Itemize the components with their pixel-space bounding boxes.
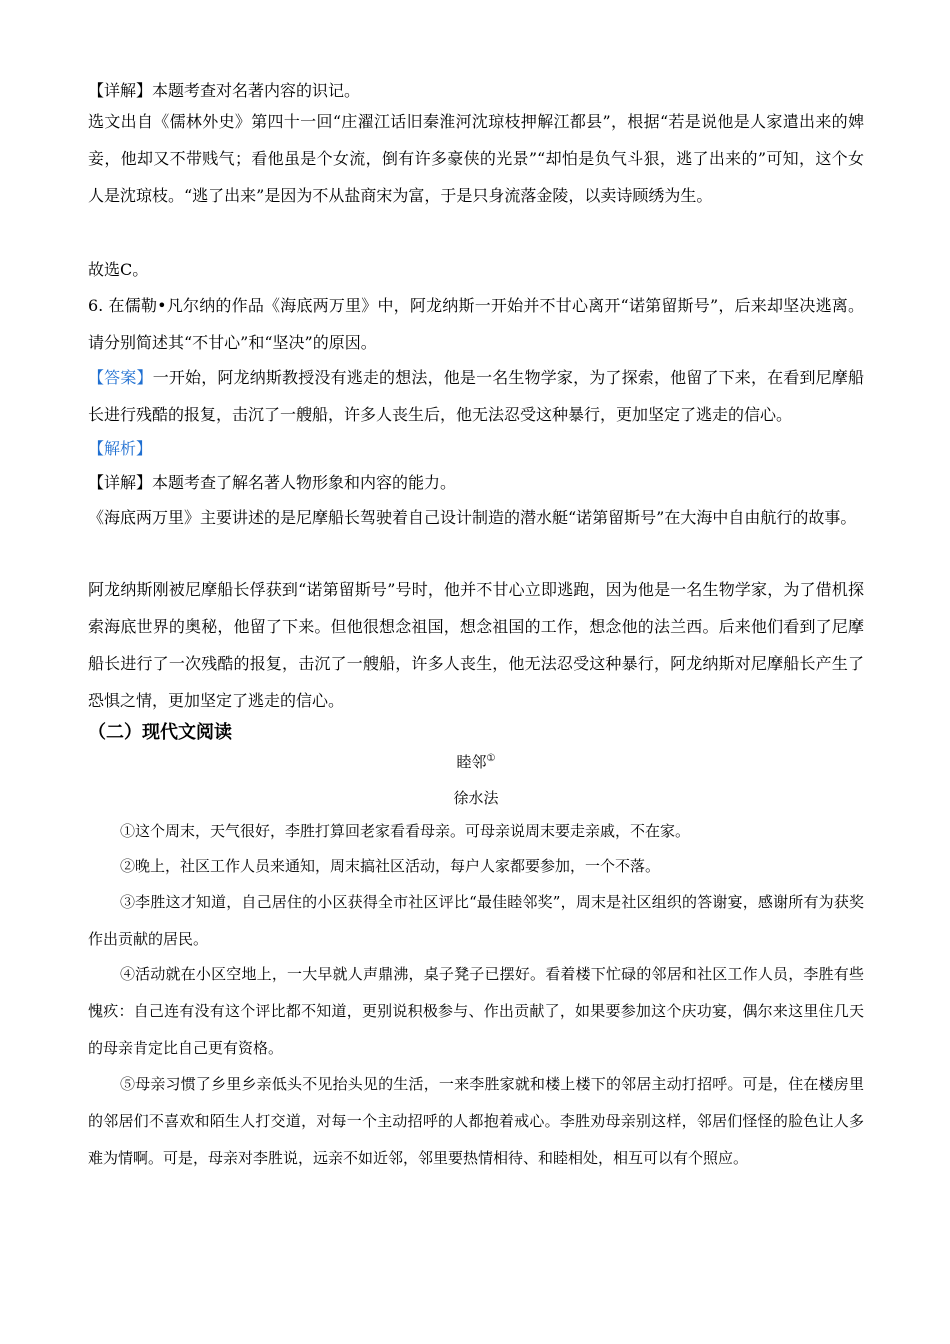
- story-title: [88, 749, 864, 775]
- section-title: （二）现代文阅读: [88, 722, 232, 743]
- answer-label: 【答案】: [88, 368, 153, 387]
- choice-paragraph: 故选C。: [88, 260, 149, 279]
- summary-paragraph: 《海底两万里》主要讲述的是尼摩船长驾驶着自己设计制造的潜水艇“诺第留斯号”在大海中自由航行的故事。: [88, 508, 857, 527]
- detail-paragraph-2: 【详解】本题考查了解名著人物形象和内容的能力。: [88, 473, 457, 492]
- story-paragraph-4: ④活动就在小区空地上，一大早就人声鼎沸，桌子凳子已摆好。看着楼下忙碌的邻居和社区工作人员，李胜有些愧疚：自己连有没有这个评比都不知道，更别说积极参与、作出贡献了，如果要参加这个庆功宴，偶尔来这里住几天的母亲肯定比自己更有资格。: [88, 965, 864, 1057]
- story-paragraph-2: ②晚上，社区工作人员来通知，周末搞社区活动，每户人家都要参加，一个不落。: [120, 857, 661, 875]
- story-title-footnote: ①: [486, 753, 496, 764]
- source-paragraph: 选文出自《儒林外史》第四十一回“庄濯江话旧秦淮河沈琼枝押解江都县”，根据“若是说他是人家遣出来的婢妾，他却又不带贱气；看他虽是个女流，倒有许多豪侠的光景”“却怕是负气斗狠，逃了出来的”可知，这个女人是沈琼枝。“逃了出来”是因为不从盐商宋为富，于是只身流落金陵，以卖诗顾绣为生。: [88, 112, 864, 205]
- story-paragraph-3: ③李胜这才知道，自己居住的小区获得全市社区评比“最佳睦邻奖”，周末是社区组织的答谢宴，感谢所有为获奖作出贡献的居民。: [88, 893, 864, 948]
- analysis-label: 【解析】: [88, 439, 153, 458]
- story-paragraph-1: ①这个周末，天气很好，李胜打算回老家看看母亲。可母亲说周末要走亲戚，不在家。: [120, 822, 691, 840]
- answer-paragraph: [88, 359, 864, 433]
- story-paragraph-5: ⑤母亲习惯了乡里乡亲低头不见抬头见的生活，一来李胜家就和楼上楼下的邻居主动打招呼。可是，住在楼房里的邻居们不喜欢和陌生人打交道，对每一个主动招呼的人都抱着戒心。李胜劝母亲别这样，邻居们怪怪的脸色让人多难为情啊。可是，母亲对李胜说，远亲不如近邻，邻里要热情相待、和睦相处，相互可以有个照应。: [88, 1075, 864, 1167]
- question-6: 6. 在儒勒•凡尔纳的作品《海底两万里》中，阿龙纳斯一开始并不甘心离开“诺第留斯号”，后来却坚决逃离。请分别简述其“不甘心”和“坚决”的原因。: [88, 296, 864, 352]
- detail-paragraph-1: 【详解】本题考查对名著内容的识记。: [88, 81, 361, 100]
- story-title-text: 睦邻: [456, 753, 487, 771]
- story-author: 徐水法: [453, 789, 499, 807]
- answer-text: 一开始，阿龙纳斯教授没有逃走的想法，他是一名生物学家，为了探索，他留了下来，在看到尼摩船长进行残酷的报复，击沉了一艘船，许多人丧生后，他无法忍受这种暴行，更加坚定了逃走的信心。: [88, 368, 864, 424]
- analysis-paragraph: 阿龙纳斯刚被尼摩船长俘获到“诺第留斯号”号时，他并不甘心立即逃跑，因为他是一名生物学家，为了借机探索海底世界的奥秘，他留了下来。但他很想念祖国，想念祖国的工作，想念他的法兰西。后来他们看到了尼摩船长进行了一次残酷的报复，击沉了一艘船，许多人丧生，他无法忍受这种暴行，阿龙纳斯对尼摩船长产生了恐惧之情，更加坚定了逃走的信心。: [88, 580, 864, 710]
